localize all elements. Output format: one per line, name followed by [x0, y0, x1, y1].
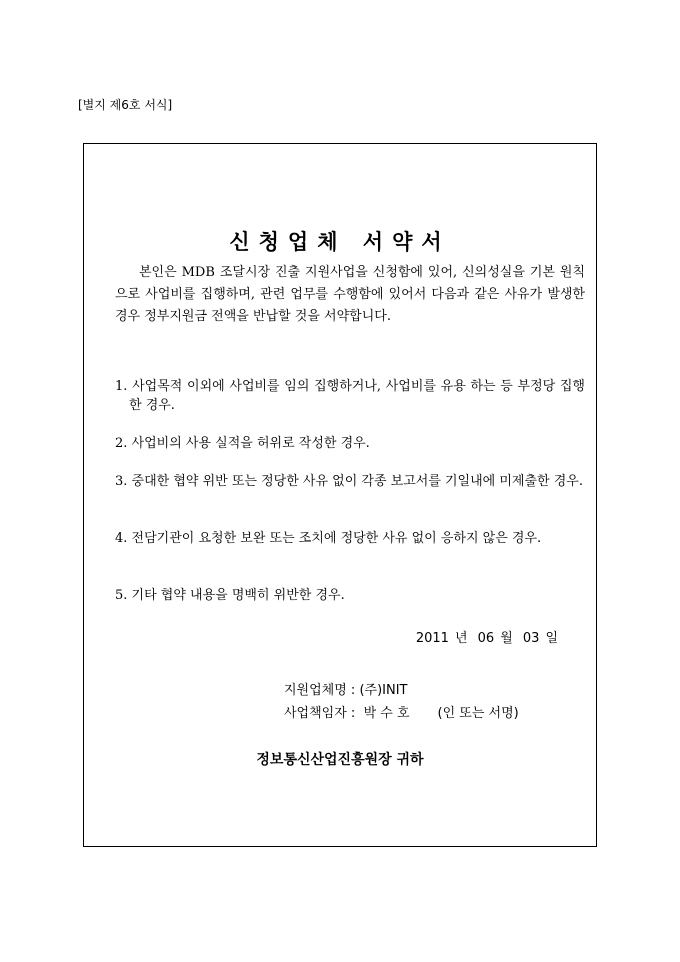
company-name: (주)INIT — [359, 683, 408, 698]
signing-date — [410, 627, 558, 646]
clause-4: 4. 전담기관이 요청한 보완 또는 조치에 정당한 사유 없이 응하지 않은 경우. — [115, 531, 542, 546]
document-title: 신청업체 서약서 — [229, 229, 451, 254]
date-day-unit: 일 — [545, 631, 558, 646]
addressee: 정보통신산업진흥원장 귀하 — [256, 752, 424, 768]
clause-2: 2. 사업비의 사용 실적을 허위로 작성한 경우. — [115, 436, 370, 451]
document-frame — [83, 143, 597, 847]
date-month-unit: 월 — [500, 631, 513, 646]
date-day: 03 — [522, 631, 540, 646]
clause-3: 3. 중대한 협약 위반 또는 정당한 사유 없이 각종 보고서를 기일내에 미제출한 경우. — [115, 474, 583, 489]
manager-name: 박 수 호 — [363, 706, 410, 721]
date-year-unit: 년 — [454, 631, 468, 646]
manager-row — [284, 702, 519, 721]
company-row — [284, 679, 408, 698]
manager-label: 사업책임자 : — [284, 706, 356, 721]
company-label: 지원업체명 : — [284, 683, 356, 698]
form-number-label: [별지 제6호 서식] — [78, 98, 173, 112]
date-year: 2011 — [415, 631, 449, 646]
clause-5: 5. 기타 협약 내용을 명백히 위반한 경우. — [115, 588, 345, 603]
seal-or-signature-note: (인 또는 서명) — [437, 706, 519, 721]
date-month: 06 — [477, 631, 495, 646]
intro-paragraph: 본인은 MDB 조달시장 진출 지원사업을 신청함에 있어, 신의성실을 기본 원칙으로 사업비를 집행하며, 관련 업무를 수행함에 있어서 다음과 같은 사유가 발생한 경우 정부지원금 전액을 반납할 것을 서약합니다. — [115, 265, 585, 324]
clause-1: 1. 사업목적 이외에 사업비를 임의 집행하거나, 사업비를 유용 하는 등 부정당 집행한 경우. — [115, 379, 585, 413]
